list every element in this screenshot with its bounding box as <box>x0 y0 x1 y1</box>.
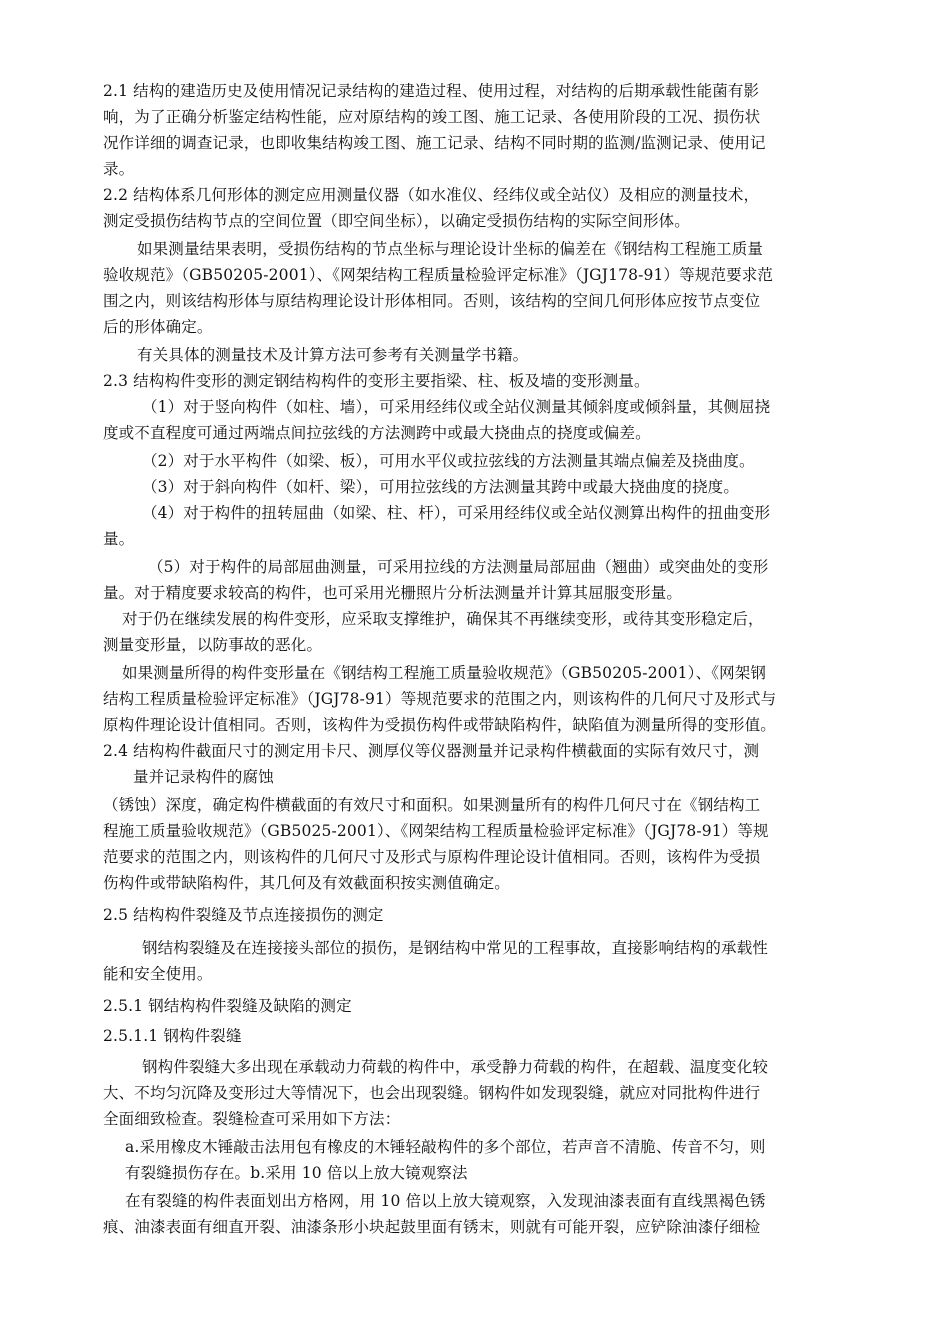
section-heading: 2.3 结构构件变形的测定钢结构构件的变形主要指梁、柱、板及墙的变形测量。 <box>103 372 650 390</box>
text-line: 伤构件或带缺陷构件，其几何及有效截面积按实测值确定。 <box>103 874 510 892</box>
text-line: 钢构件裂缝大多出现在承载动力荷载的构件中，承受静力荷载的构件，在超载、温度变化较 <box>142 1058 769 1076</box>
text-line: 量。对于精度要求较高的构件，也可采用光栅照片分析法测量并计算其屈服变形量。 <box>103 584 683 602</box>
text-line: 测量变形量，以防事故的恶化。 <box>103 636 323 654</box>
text-line: 原构件理论设计值相同。否则，该构件为受损伤构件或带缺陷构件，缺陷值为测量所得的变形值。 <box>103 716 776 734</box>
text-line: （2）对于水平构件（如梁、板），可用水平仪或拉弦线的方法测量其端点偏差及挠曲度。 <box>142 452 755 470</box>
text-line: 如果测量结果表明，受损伤结构的节点坐标与理论设计坐标的偏差在《钢结构工程施工质量 <box>137 240 764 258</box>
text-line: 钢结构裂缝及在连接接头部位的损伤，是钢结构中常见的工程事故，直接影响结构的承载性 <box>142 939 769 957</box>
text-line: （5）对于构件的局部屈曲测量，可采用拉线的方法测量局部屈曲（翘曲）或突曲处的变形 <box>148 558 769 576</box>
text-line: 程施工质量验收规范》（GB5025-2001）、《网架结构工程质量检验评定标准》（JGJ78-91）等规 <box>103 822 769 840</box>
text-line: （4）对于构件的扭转屈曲（如梁、柱、杆），可采用经纬仪或全站仪测算出构件的扭曲变形 <box>142 504 771 522</box>
text-line: 在有裂缝的构件表面划出方格网，用 10 倍以上放大镜观察，入发现油漆表面有直线黑褐色锈 <box>125 1192 766 1210</box>
text-line: 测定受损伤结构节点的空间位置（即空间坐标），以确定受损伤结构的实际空间形体。 <box>103 212 690 230</box>
text-line: 有关具体的测量技术及计算方法可参考有关测量学书籍。 <box>137 346 529 364</box>
text-line: 痕、油漆表面有细直开裂、油漆条形小块起鼓里面有锈末，则就有可能开裂，应铲除油漆仔细检 <box>103 1218 761 1236</box>
section-heading: 2.4 结构构件截面尺寸的测定用卡尺、测厚仪等仪器测量并记录构件横截面的实际有效尺寸，测 <box>103 742 760 760</box>
text-line: （1）对于竖向构件（如柱、墙），可采用经纬仪或全站仪测量其倾斜度或倾斜量，其侧屈挠 <box>142 398 771 416</box>
text-line: 况作详细的调查记录，也即收集结构竣工图、施工记录、结构不同时期的监测/监测记录、使用记 <box>103 134 766 152</box>
text-line: 录。 <box>103 160 135 178</box>
text-line: 如果测量所得的构件变形量在《钢结构工程施工质量验收规范》（GB50205-2001）、《网架钢 <box>122 664 767 682</box>
text-line: 量。 <box>103 530 135 548</box>
text-line: 围之内，则该结构形体与原结构理论设计形体相同。否则，该结构的空间几何形体应按节点变位 <box>103 292 761 310</box>
text-line: 范要求的范围之内，则该构件的几何尺寸及形式与原构件理论设计值相同。否则，该构件为受损 <box>103 848 761 866</box>
text-line: 对于仍在继续发展的构件变形，应采取支撑维护，确保其不再继续变形，或待其变形稳定后， <box>122 610 764 628</box>
section-heading: 2.2 结构体系几何形体的测定应用测量仪器（如水准仪、经纬仪或全站仪）及相应的测量技术， <box>103 186 760 204</box>
text-line: 验收规范》（GB50205-2001）、《网架结构工程质量检验评定标准》（JGJ178-91）等规范要求范 <box>103 266 774 284</box>
text-line: 能和安全使用。 <box>103 965 213 983</box>
text-line: （3）对于斜向构件（如杆、梁），可用拉弦线的方法测量其跨中或最大挠曲度的挠度。 <box>142 478 739 496</box>
subsection-heading: 2.5.1.1 钢构件裂缝 <box>103 1027 242 1045</box>
text-line: 量并记录构件的腐蚀 <box>133 768 274 786</box>
text-line: 响，为了正确分析鉴定结构性能，应对原结构的竣工图、施工记录、各使用阶段的工况、损伤状 <box>103 108 761 126</box>
text-line: 大、不均匀沉降及变形过大等情况下，也会出现裂缝。钢构件如发现裂缝，就应对同批构件进行 <box>103 1084 761 1102</box>
text-line: 有裂缝损伤存在。b.采用 10 倍以上放大镜观察法 <box>125 1164 468 1182</box>
text-line: 度或不直程度可通过两端点间拉弦线的方法测跨中或最大挠曲点的挠度或偏差。 <box>103 424 651 442</box>
text-line: a.采用橡皮木锤敲击法用包有橡皮的木锤轻敲构件的多个部位，若声音不清脆、传音不匀，则 <box>125 1138 766 1156</box>
text-line: 后的形体确定。 <box>103 318 213 336</box>
text-line: （锈蚀）深度，确定构件横截面的有效尺寸和面积。如果测量所有的构件几何尺寸在《钢结构工 <box>103 796 761 814</box>
subsection-heading: 2.5.1 钢结构构件裂缝及缺陷的测定 <box>103 997 352 1015</box>
text-line: 全面细致检查。裂缝检查可采用如下方法： <box>103 1110 401 1128</box>
text-line: 2.1 结构的建造历史及使用情况记录结构的建造过程、使用过程，对结构的后期承载性能菌有影 <box>103 82 760 100</box>
text-line: 结构工程质量检验评定标准》（JGJ78-91）等规范要求的范围之内，则该构件的几何尺寸及形式与 <box>103 690 777 708</box>
section-heading: 2.5 结构构件裂缝及节点连接损伤的测定 <box>103 906 384 924</box>
